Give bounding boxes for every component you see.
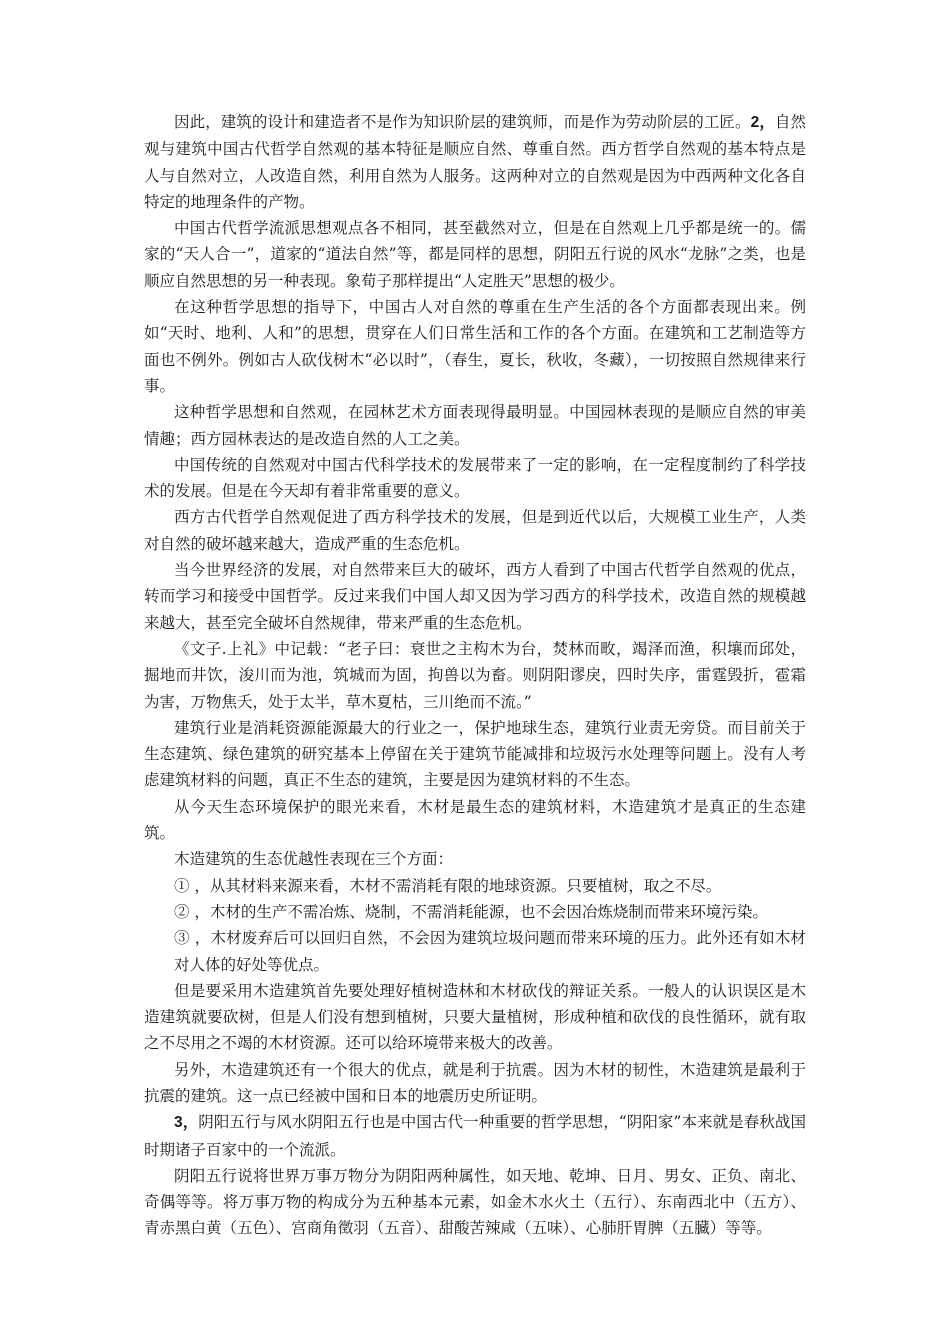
paragraph [144, 1109, 806, 1163]
section-number: 2， [750, 114, 775, 131]
document-body [144, 109, 806, 1242]
paragraph: 当今世界经济的发展，对自然带来巨大的破坏，西方人看到了中国古代哲学自然观的优点，转而学习和接受中国哲学。反过来我们中国人却又因为学习西方的科学技术，改造自然的规模越来越大，甚至完全破坏自然规律，带来严重的生态危机。 [144, 561, 806, 632]
paragraph: 建筑行业是消耗资源能源最大的行业之一，保护地球生态，建筑行业责无旁贷。而目前关于生态建筑、绿色建筑的研究基本上停留在关于建筑节能减排和垃圾污水处理等问题上。没有人考虑建筑材料的问题，真正不生态的建筑，主要是因为建筑材料的不生态。 [144, 718, 806, 790]
paragraph: 阴阳五行说将世界万事万物分为阴阳两种属性，如天地、乾坤、日月、男女、正负、南北、奇偶等等。将万事万物的构成分为五种基本元素，如金木水火土（五行）、东南西北中（五方）、青赤黑白黄（五色）、宫商角徵羽（五音）、甜酸苦辣咸（五味）、心肺肝胃脾（五臓）等等。 [144, 1166, 806, 1238]
list-item: ② ，木材的生产不需冶炼、烧制，不需消耗能源，也不会因冶炼烧制而带来环境污染。 [174, 902, 768, 921]
paragraph: 从今天生态环境保护的眼光来看，木材是最生态的建筑材料，木造建筑才是真正的生态建筑。 [144, 797, 806, 843]
paragraph: 木造建筑的生态优越性表现在三个方面： [174, 850, 454, 869]
list-item: ③ ，木材废弃后可以回归自然，不会因为建筑垃圾问题而带来环境的压力。此外还有如木材对人体的好处等优点。 [174, 929, 806, 974]
list-item: ① ，从其材料来源来看，木材不需消耗有限的地球资源。只要植树，取之不尽。 [174, 876, 722, 895]
paragraph: 在这种哲学思想的指导下，中国古人对自然的尊重在生产生活的各个方面都表现出来。例如“天时、地利、人和”的思想，贯穿在人们日常生活和工作的各个方面。在建筑和工艺制造等方面也不例外。例如古人砍伐树木“必以时”，（春生，夏长，秋收，冬藏），一切按照自然规律来行事。 [144, 298, 806, 395]
paragraph: 这种哲学思想和自然观，在园林艺术方面表现得最明显。中国园林表现的是顺应自然的审美情趣；西方园林表达的是改造自然的人工之美。 [144, 403, 806, 448]
paragraph: 但是要采用木造建筑首先要处理好植树造林和木材砍伐的辩证关系。一般人的认识误区是木造建筑就要砍树，但是人们没有想到植树，只要大量植树，形成种植和砍伐的良性循环，就有取之不尽用之不竭的木材资源。还可以给环境带来极大的改善。 [144, 981, 806, 1053]
paragraph [144, 109, 806, 215]
paragraph: 中国传统的自然观对中国古代科学技术的发展带来了一定的影响，在一定程度制约了科学技术的发展。但是在今天却有着非常重要的意义。 [144, 455, 806, 501]
section-number: 3， [174, 1114, 199, 1132]
paragraph-text: 阴阳五行与风水阴阳五行也是中国古代一种重要的哲学思想，“阴阳家”本来就是春秋战国时期诸子百家中的一个流派。 [144, 1113, 807, 1159]
paragraph: 西方古代哲学自然观促进了西方科学技术的发展，但是到近代以后，大规模工业生产，人类对自然的破坏越来越大，造成严重的生态危机。 [144, 508, 806, 553]
paragraph-text: 因此，建筑的设计和建造者不是作为知识阶层的建筑师，而是作为劳动阶层的工匠。 [174, 113, 751, 131]
quotation-paragraph: 《文子.上礼》中记载：“老子曰：衰世之主构木为台，焚林而畋，竭泽而渔，积壤而邱处，掘地而井饮，浚川而为池，筑城而为固，拘兽以为畜。则阴阳谬戾，四时失序，雷霆毁折，雹霜为害，万物焦夭，处于太半，草木夏枯，三川绝而不流。” [144, 639, 806, 711]
paragraph-text: 自然观与建筑中国古代哲学自然观的基本特征是顺应自然、尊重自然。西方哲学自然观的基本特点是人与自然对立，人改造自然，利用自然为人服务。这两种对立的自然观是因为中西两种文化各自特定的地理条件的产物。 [144, 113, 806, 211]
paragraph: 中国古代哲学流派思想观点各不相同，甚至截然对立，但是在自然观上几乎都是统一的。儒家的“天人合一”，道家的“道法自然”等，都是同样的思想，阴阳五行说的风水“龙脉”之类，也是顺应自然思想的另一种表现。象荀子那样提出“人定胜天”思想的极少。 [144, 219, 806, 290]
paragraph: 另外，木造建筑还有一个很大的优点，就是利于抗震。因为木材的韧性，木造建筑是最利于抗震的建筑。这一点已经被中国和日本的地震历史所证明。 [144, 1060, 806, 1105]
